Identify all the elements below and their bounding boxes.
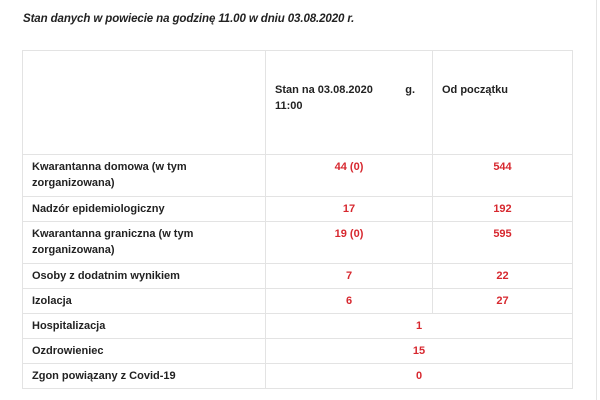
- page-heading: Stan danych w powiecie na godzinę 11.00 w dniu 03.08.2020 r.: [23, 13, 355, 25]
- table-row: [23, 264, 573, 289]
- row-current-value: 19 (0): [266, 222, 433, 264]
- row-current-value: 7: [266, 264, 433, 289]
- table-row: [23, 364, 573, 389]
- row-total-value: 22: [433, 264, 573, 289]
- row-current-value: 44 (0): [266, 155, 433, 197]
- table-row: [23, 289, 573, 314]
- row-current-value: 17: [266, 197, 433, 222]
- table-row: [23, 222, 573, 264]
- row-label: Ozdrowieniec: [23, 339, 266, 364]
- statistics-table: [22, 50, 573, 389]
- row-total-value: 595: [433, 222, 573, 264]
- header-cell-current: [266, 51, 433, 155]
- content-edge-divider: [596, 0, 597, 400]
- header-time-text: 11:00: [275, 100, 303, 112]
- row-total-value: 27: [433, 289, 573, 314]
- row-label: Nadzór epidemiologiczny: [23, 197, 266, 222]
- row-total-value: 544: [433, 155, 573, 197]
- table-row: [23, 339, 573, 364]
- header-date-suffix: g.: [405, 84, 415, 96]
- row-current-value: 6: [266, 289, 433, 314]
- table-row: [23, 314, 573, 339]
- header-cell-total: Od początku: [433, 51, 573, 155]
- table-header-row: [23, 51, 573, 155]
- table-row: [23, 155, 573, 197]
- table-row: [23, 197, 573, 222]
- row-label: Kwarantanna graniczna (w tym zorganizowana): [23, 222, 266, 264]
- row-label: Izolacja: [23, 289, 266, 314]
- header-cell-label: [23, 51, 266, 155]
- row-label: Zgon powiązany z Covid-19: [23, 364, 266, 389]
- row-merged-value: 0: [266, 364, 573, 389]
- row-label: Hospitalizacja: [23, 314, 266, 339]
- row-label: Osoby z dodatnim wynikiem: [23, 264, 266, 289]
- header-date-text: Stan na 03.08.2020: [275, 84, 373, 96]
- row-total-value: 192: [433, 197, 573, 222]
- row-merged-value: 1: [266, 314, 573, 339]
- row-merged-value: 15: [266, 339, 573, 364]
- row-label: Kwarantanna domowa (w tym zorganizowana): [23, 155, 266, 197]
- header-date-line: [275, 82, 423, 98]
